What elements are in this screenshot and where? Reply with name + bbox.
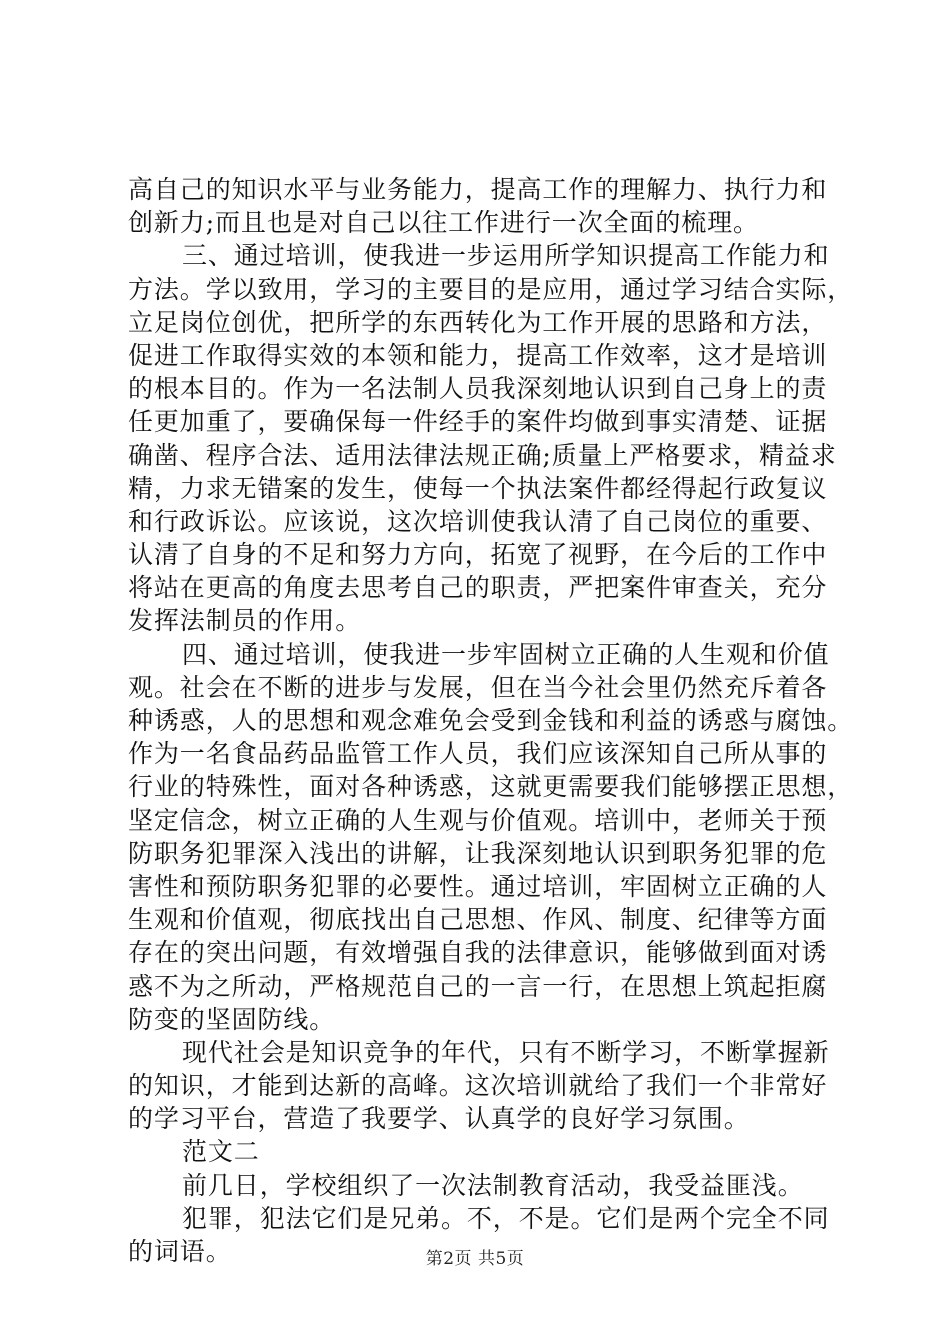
text-line: 的学习平台，营造了我要学、认真学的良好学习氛围。	[128, 1104, 750, 1134]
text-line: 确凿、程序合法、适用法律法规正确;质量上严格要求，精益求	[128, 440, 837, 470]
text-line: 的知识，才能到达新的高峰。这次培训就给了我们一个非常好	[128, 1071, 828, 1101]
text-line: 任更加重了，要确保每一件经手的案件均做到事实清楚、证据	[128, 407, 828, 437]
text-line: 高自己的知识水平与业务能力，提高工作的理解力、执行力和	[128, 175, 828, 204]
text-line: 种诱惑，人的思想和观念难免会受到金钱和利益的诱惑与腐蚀。	[128, 706, 854, 735]
text-line: 生观和价值观，彻底找出自己思想、作风、制度、纪律等方面	[128, 905, 828, 935]
text-line: 防变的坚固防线。	[128, 1004, 336, 1034]
text-line: 存在的突出问题，有效增强自我的法律意识，能够做到面对诱	[128, 938, 828, 968]
paragraph-start-line: 四、通过培训，使我进一步牢固树立正确的人生观和价值	[182, 639, 830, 669]
paragraph-start-line: 现代社会是知识竞争的年代，只有不断学习，不断掌握新	[182, 1037, 830, 1067]
text-line: 的根本目的。作为一名法制人员我深刻地认识到自己身上的责	[128, 374, 828, 404]
text-line: 立足岗位创优，把所学的东西转化为工作开展的思路和方法，	[128, 307, 828, 337]
paragraph-start-line: 犯罪，犯法它们是兄弟。不，不是。它们是两个完全不同	[182, 1203, 830, 1233]
text-line: 害性和预防职务犯罪的必要性。通过培训，牢固树立正确的人	[128, 871, 828, 901]
document-body	[128, 173, 854, 1268]
text-line: 防职务犯罪深入浅出的讲解，让我深刻地认识到职务犯罪的危	[128, 838, 828, 868]
text-line: 认清了自身的不足和努力方向，拓宽了视野，在今后的工作中	[128, 540, 828, 570]
text-line: 将站在更高的角度去思考自己的职责，严把案件审查关，充分	[128, 573, 828, 603]
text-line: 的词语。	[128, 1237, 232, 1266]
text-line: 作为一名食品药品监管工作人员，我们应该深知自己所从事的	[128, 739, 828, 769]
text-line: 观。社会在不断的进步与发展，但在当今社会里仍然充斥着各	[128, 672, 828, 702]
paragraph-start-line: 前几日，学校组织了一次法制教育活动，我受益匪浅。	[182, 1170, 804, 1200]
section-heading: 范文二	[182, 1137, 260, 1167]
text-line: 促进工作取得实效的本领和能力，提高工作效率，这才是培训	[128, 340, 828, 370]
text-line: 发挥法制员的作用。	[128, 606, 362, 636]
text-line: 精，力求无错案的发生，使每一个执法案件都经得起行政复议	[128, 473, 828, 503]
paragraph-start-line: 三、通过培训，使我进一步运用所学知识提高工作能力和	[182, 241, 830, 271]
text-line: 和行政诉讼。应该说，这次培训使我认清了自己岗位的重要、	[128, 506, 828, 536]
text-line: 行业的特殊性，面对各种诱惑，这就更需要我们能够摆正思想，	[128, 772, 854, 802]
text-line: 惑不为之所动，严格规范自己的一言一行，在思想上筑起拒腐	[128, 971, 828, 1001]
text-line: 创新力;而且也是对自己以往工作进行一次全面的梳理。	[128, 208, 759, 238]
text-line: 坚定信念，树立正确的人生观与价值观。培训中，老师关于预	[128, 805, 828, 835]
text-line: 方法。学以致用，学习的主要目的是应用，通过学习结合实际，	[128, 274, 854, 304]
page-number-footer: 第2页 共5页	[425, 1249, 525, 1269]
